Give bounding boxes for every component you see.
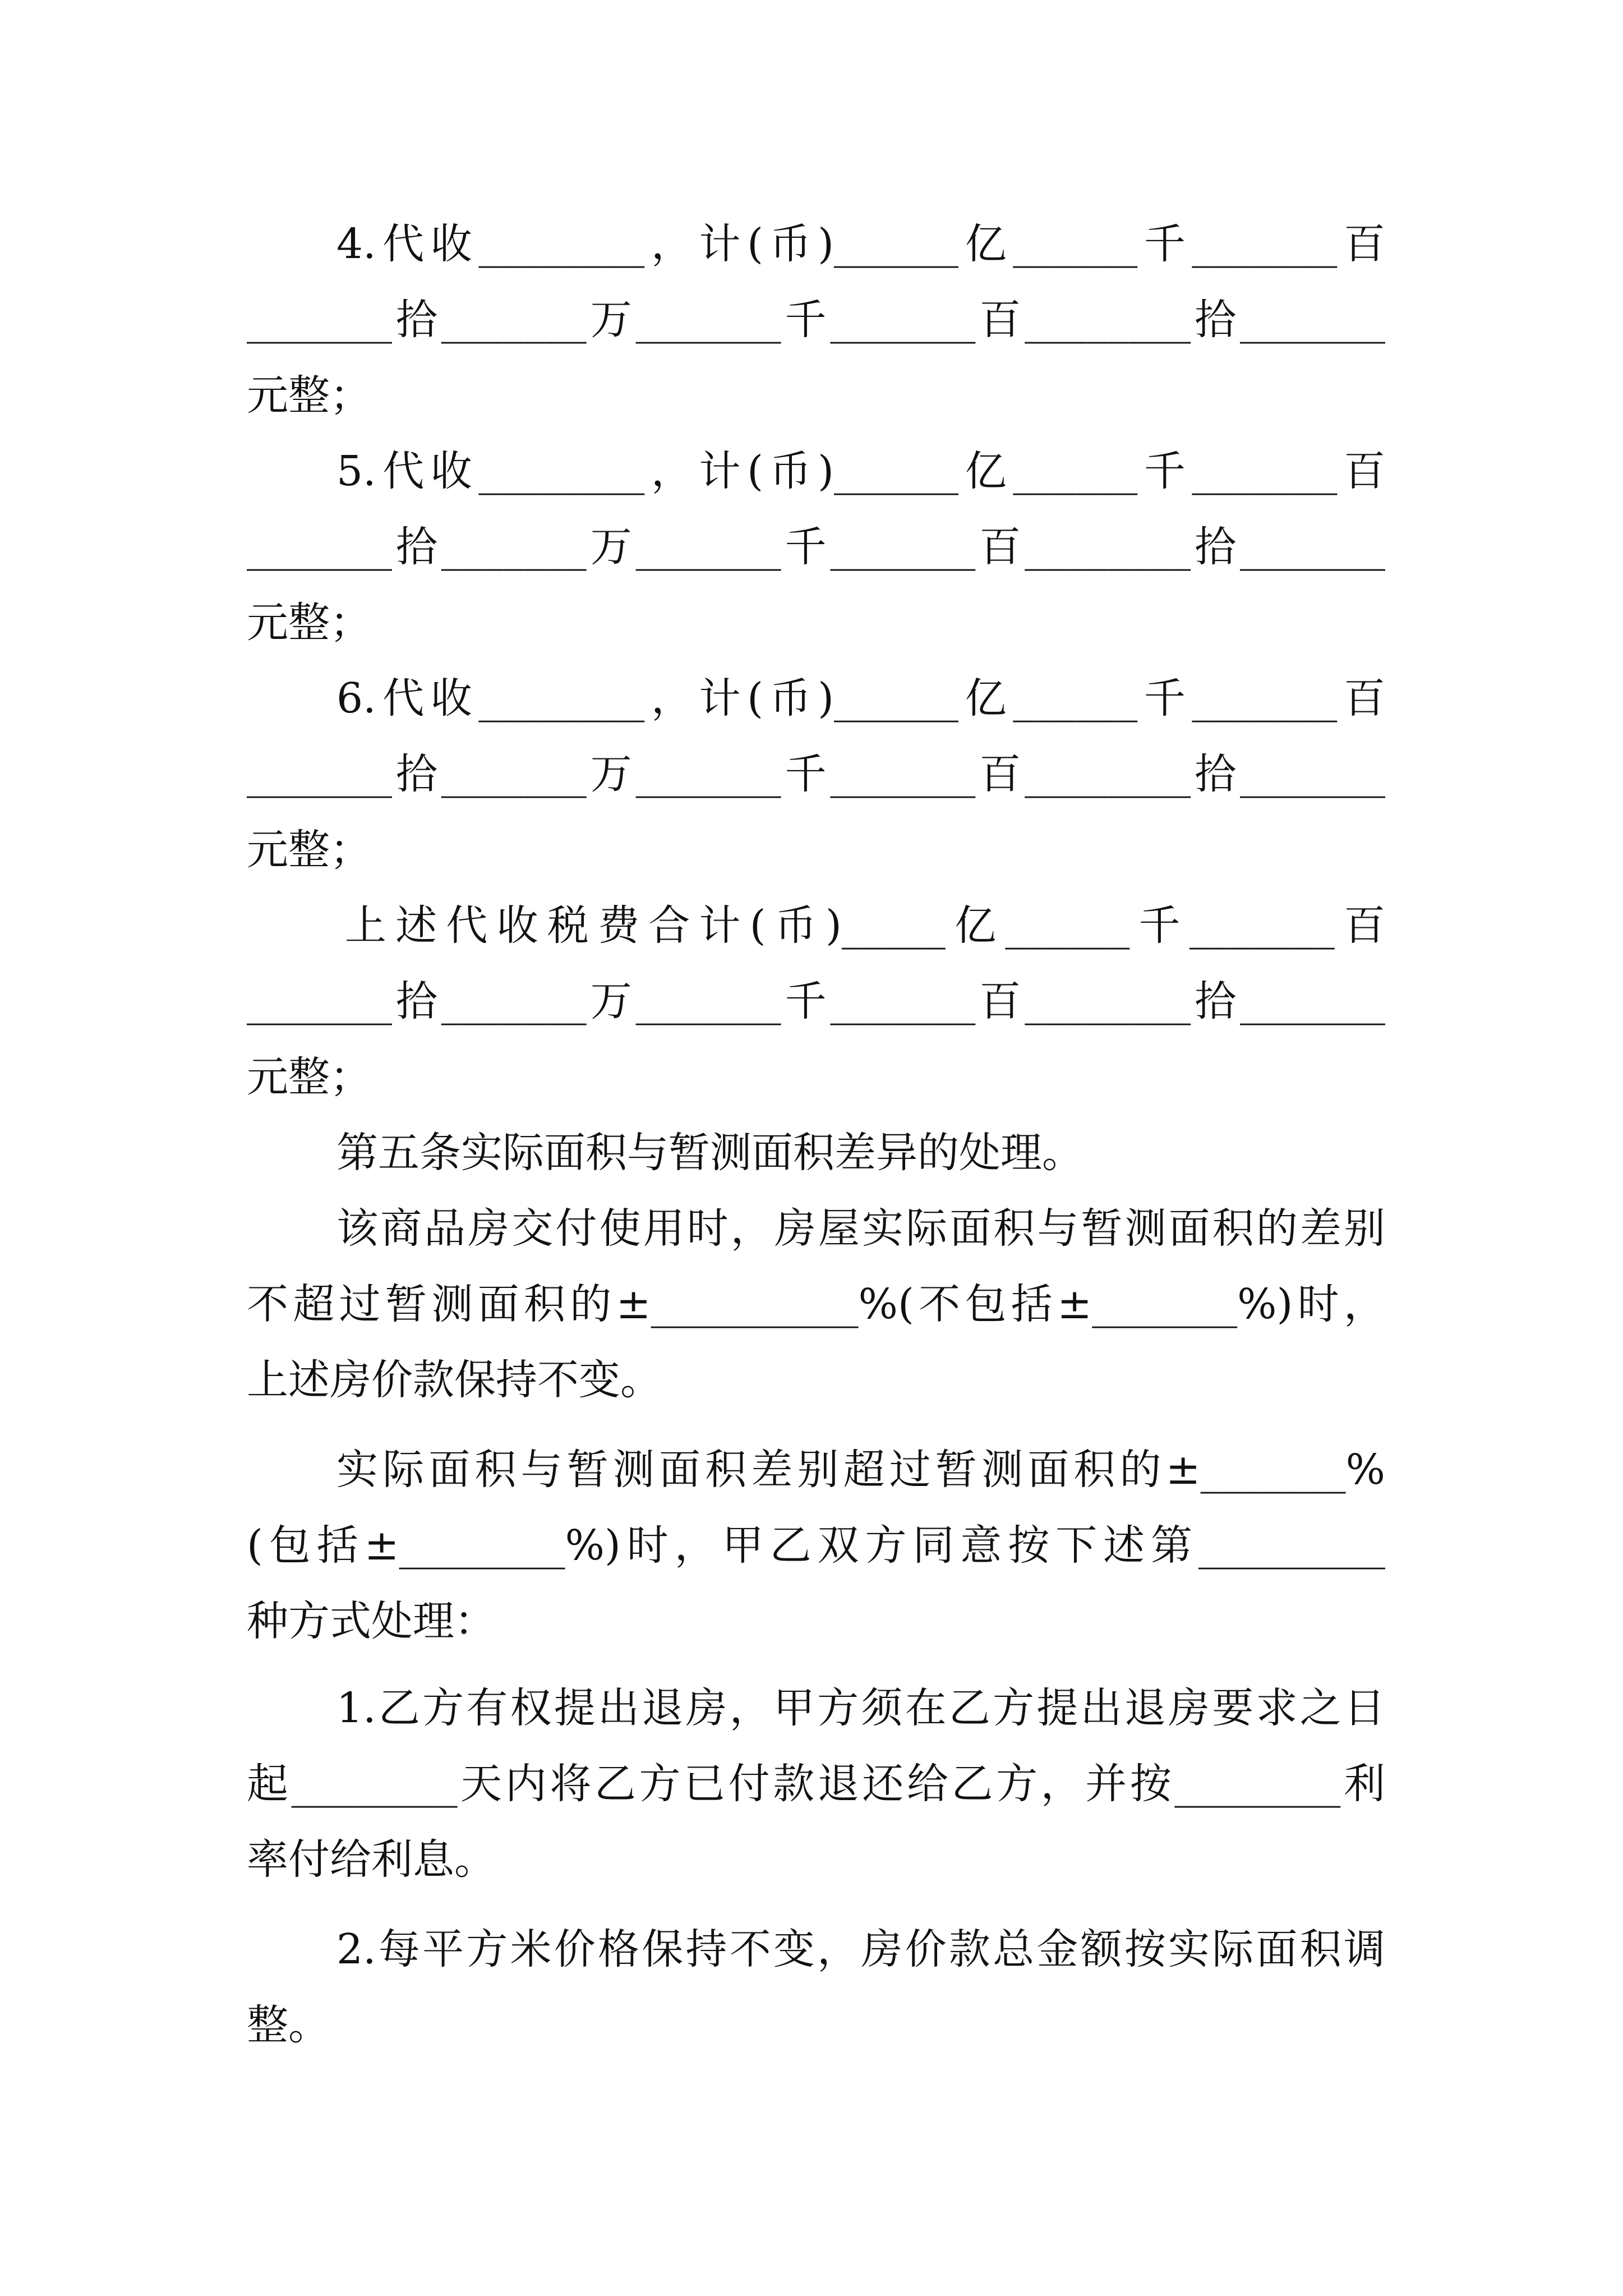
text-line-17: 实际面积与暂测面积差别超过暂测面积的±_______% [336,1446,1385,1494]
text-line-21: 起________天内将乙方已付款退还给乙方，并按________利 [247,1760,1385,1808]
text-line-14: 该商品房交付使用时，房屋实际面积与暂测面积的差别 [336,1204,1385,1253]
text-line-1: 4.代收________，计(币)______亿______千_______百 [336,220,1385,268]
text-line-18: (包括±________%)时，甲乙双方同意按下述第_________ [247,1521,1385,1570]
text-line-5: _______拾_______万_______千_______百________拾_______ [247,523,1385,571]
text-line-7: 6.代收________，计(币)______亿______千_______百 [336,674,1385,723]
text-line-12: 元整； [247,1053,371,1101]
text-line-22: 率付给利息。 [247,1835,496,1884]
text-line-16: 上述房价款保持不变。 [247,1356,662,1404]
text-line-23: 2.每平方米价格保持不变，房价款总金额按实际面积调 [336,1925,1385,1973]
text-line-19: 种方式处理： [247,1597,496,1645]
text-line-4: 5.代收________，计(币)______亿______千_______百 [336,447,1385,495]
text-line-9: 元整； [247,826,371,874]
text-line-3: 元整； [247,371,371,420]
text-line-8: _______拾_______万_______千_______百________拾_______ [247,750,1385,798]
text-line-13: 第五条实际面积与暂测面积差异的处理。 [336,1129,1083,1177]
text-line-6: 元整； [247,599,371,647]
text-line-24: 整。 [247,2001,330,2049]
text-line-20: 1.乙方有权提出退房，甲方须在乙方提出退房要求之日 [336,1684,1385,1732]
text-line-10: 上述代收税费合计(币)_____亿______千_______百 [345,901,1385,950]
text-line-2: _______拾_______万_______千_______百________拾_______ [247,296,1385,344]
text-line-15: 不超过暂测面积的±__________%(不包括±_______%)时， [247,1280,1385,1328]
text-line-11: _______拾_______万_______千_______百________拾_______ [247,977,1385,1025]
